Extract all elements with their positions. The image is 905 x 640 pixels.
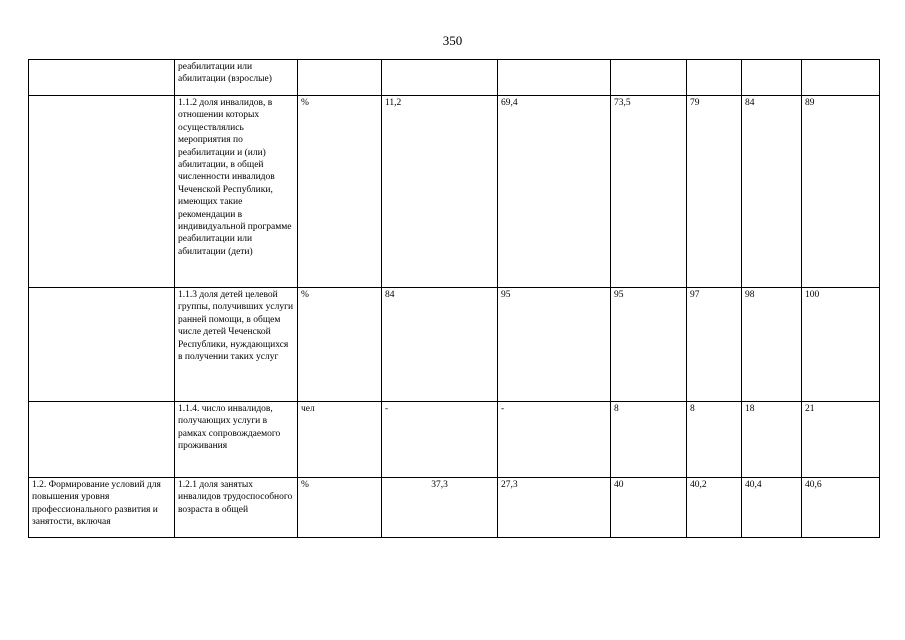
- value-cell: 18: [742, 402, 802, 478]
- value-cell: 27,3: [498, 478, 611, 538]
- value-cell: [802, 60, 880, 96]
- group-cell: [29, 288, 175, 402]
- value-cell: 11,2: [382, 96, 498, 288]
- table-row: [29, 96, 880, 288]
- page-number: 350: [442, 33, 463, 48]
- value-cell: [611, 60, 687, 96]
- unit-cell: %: [298, 96, 382, 288]
- indicator-cell: 1.1.3 доля детей целевой группы, получивших услуги ранней помощи, в общем числе детей Чеченской Республики, нуждающихся в получении таких услуг: [175, 288, 298, 402]
- value-cell: [742, 60, 802, 96]
- indicator-cell: реабилитации или абилитации (взрослые): [175, 60, 298, 96]
- value-cell: [382, 60, 498, 96]
- value-cell: 40: [611, 478, 687, 538]
- value-cell: -: [498, 402, 611, 478]
- unit-cell: %: [298, 288, 382, 402]
- value-cell: -: [382, 402, 498, 478]
- value-cell: [687, 60, 742, 96]
- value-cell: 79: [687, 96, 742, 288]
- value-cell: 100: [802, 288, 880, 402]
- value-cell: 8: [687, 402, 742, 478]
- indicator-cell: 1.1.2 доля инвалидов, в отношении которых осуществлялись мероприятия по реабилитации и (или) абилитации, в общей численности инвалидов Чеченской Республики, имеющих такие рекомендации в индивидуальной программе реабилитации или абилитации (дети): [175, 96, 298, 288]
- group-cell: [29, 60, 175, 96]
- table-row: [29, 402, 880, 478]
- value-cell: 73,5: [611, 96, 687, 288]
- table-row: [29, 478, 880, 538]
- value-cell: 95: [498, 288, 611, 402]
- unit-cell: %: [298, 478, 382, 538]
- value-cell: 84: [382, 288, 498, 402]
- value-cell: 95: [611, 288, 687, 402]
- value-cell: 69,4: [498, 96, 611, 288]
- group-cell: [29, 402, 175, 478]
- group-cell: 1.2. Формирование условий для повышения уровня профессионального развития и занятости, включая: [29, 478, 175, 538]
- value-cell: [498, 60, 611, 96]
- value-cell: 40,4: [742, 478, 802, 538]
- value-cell: 21: [802, 402, 880, 478]
- group-cell: [29, 96, 175, 288]
- indicators-table: [28, 59, 880, 538]
- value-cell: 89: [802, 96, 880, 288]
- indicator-cell: 1.1.4. число инвалидов, получающих услуги в рамках сопровождаемого проживания: [175, 402, 298, 478]
- value-cell: 84: [742, 96, 802, 288]
- value-cell: 98: [742, 288, 802, 402]
- value-cell: 40,6: [802, 478, 880, 538]
- unit-cell: [298, 60, 382, 96]
- value-cell: 40,2: [687, 478, 742, 538]
- table-row: [29, 60, 880, 96]
- value-cell: 97: [687, 288, 742, 402]
- value-cell: 37,3: [382, 478, 498, 538]
- value-cell: 8: [611, 402, 687, 478]
- table-row: [29, 288, 880, 402]
- unit-cell: чел: [298, 402, 382, 478]
- indicator-cell: 1.2.1 доля занятых инвалидов трудоспособного возраста в общей: [175, 478, 298, 538]
